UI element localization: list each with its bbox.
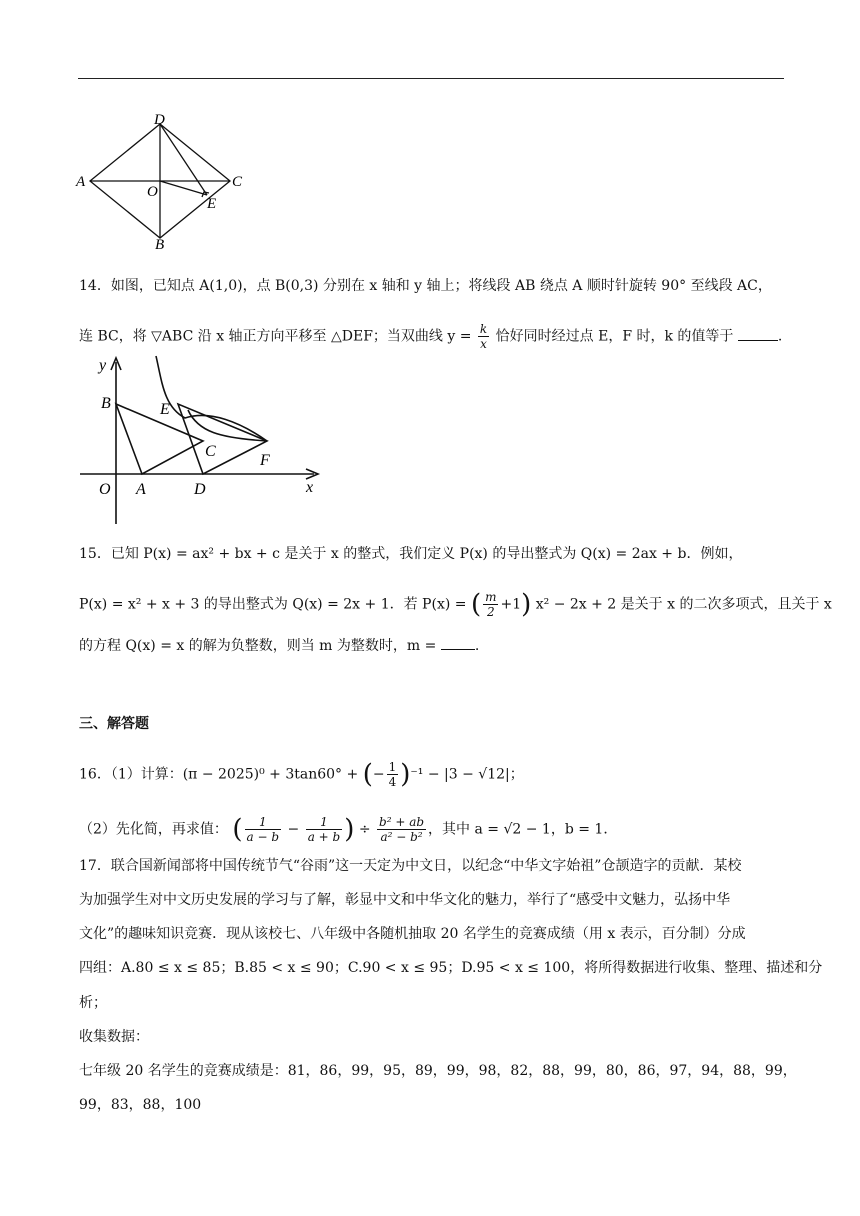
q15-line2: P(x) = x² + x + 3 的导出整式为 Q(x) = 2x + 1．若 P(x) = ( $\frac{m}{2}$ +1) x² − 2x + 2 是关于 x 的二次多项式，且关于 x: [79, 589, 832, 620]
label-B: B: [155, 237, 165, 252]
q17-line-3: 文化”的趣味知识竞赛．现从该校七、八年级中各随机抽取 20 名学生的竞赛成绩（用 x 表示，百分制）分成: [79, 926, 746, 942]
label-O: O: [147, 184, 158, 200]
q14-line2b: 恰好同时经过点 E，F 时，k 的值等于: [495, 328, 734, 345]
fraction-1-over-a-plus-b: $\frac{1}{a + b}$: [307, 815, 341, 844]
label-A14: A: [136, 481, 146, 498]
q16-part2: （2）先化简，再求值： ( $\frac{1}{a - b}$ − $\frac{1}{a + b}$ ) ÷ $\frac{\text{b² + ab}}{\text{a² − b²}}$ ，其中 a = √2 − 1，b = 1．: [79, 814, 618, 845]
rhombus-figure: [74, 110, 264, 252]
q15-line1: 15．已知 P(x) = ax² + bx + c 是关于 x 的整式，我们定义 P(x) 的导出整式为 Q(x) = 2ax + b．例如，: [79, 546, 743, 562]
k-over-x-fraction: $\frac{k}{x}$: [479, 322, 488, 351]
q14-line2: 连 BC，将 ▽ABC 沿 x 轴正方向平移至 △DEF；当双曲线 y = $\frac{k}{x}$ 恰好同时经过点 E，F 时，k 的值等于 .: [79, 322, 783, 351]
label-E14: E: [160, 401, 170, 418]
q14-line1: 14．如图，已知点 A(1,0)，点 B(0,3) 分别在 x 轴和 y 轴上；将线段 AB 绕点 A 顺时针旋转 90° 至线段 AC，: [79, 278, 772, 294]
answer-blank-15: [441, 649, 475, 650]
q17-line-1: 17．联合国新闻部将中国传统节气“谷雨”这一天定为中文日，以纪念“中华文字始祖”仓颉造字的贡献．某校: [79, 858, 742, 874]
q17-line-2: 为加强学生对中文历史发展的学习与了解，彰显中文和中华文化的魅力，举行了“感受中文魅力，弘扬中华: [79, 892, 731, 908]
answer-blank-14: [738, 340, 778, 341]
q17-line-6: 收集数据：: [79, 1029, 149, 1045]
q16-part1: 16．（1）计算：(π − 2025)⁰ + 3tan60° + (− $\frac{1}{4}$ )⁻¹ − |3 − √12|；: [79, 759, 524, 790]
label-E: E: [207, 196, 217, 212]
fraction-b2ab-over-a2b2: $\frac{\text{b² + ab}}{\text{a² − b²}}$: [379, 815, 425, 844]
label-D: D: [154, 112, 165, 128]
q14-line2a: 连 BC，将 ▽ABC 沿 x 轴正方向平移至 △DEF；当双曲线 y =: [79, 328, 472, 345]
label-F14: F: [260, 452, 270, 469]
label-x14: x: [306, 479, 314, 496]
section-heading: 三、解答题: [79, 716, 149, 732]
q17-line-7: 七年级 20 名学生的竞赛成绩是：81，86，99，95，89，99，98，82，88，99，80，86，97，94，88，99，: [79, 1063, 797, 1079]
one-quarter-fraction: $\frac{1}{4}$: [388, 760, 397, 789]
q17-line-4: 四组：A.80 ≤ x ≤ 85；B.85 < x ≤ 90；C.90 < x ≤ 95；D.95 < x ≤ 100，将所得数据进行收集、整理、描述和分: [79, 960, 823, 976]
fraction-1-over-a-minus-b: $\frac{1}{a - b}$: [246, 815, 280, 844]
label-C14: C: [205, 443, 216, 460]
q17-line-5: 析；: [79, 995, 107, 1011]
label-A: A: [76, 174, 86, 190]
label-B14: B: [101, 395, 111, 412]
q17-line-8: 99，83，88，100: [79, 1097, 202, 1113]
label-O14: O: [99, 481, 111, 498]
header-rule: [78, 78, 784, 79]
coordinate-figure: [80, 352, 330, 527]
m-over-2-fraction: $\frac{m}{2}$: [485, 590, 497, 619]
label-D14: D: [194, 481, 206, 498]
q15-line3: 的方程 Q(x) = x 的解为负整数，则当 m 为整数时，m = .: [79, 638, 480, 654]
label-y: y: [99, 357, 107, 374]
label-C: C: [232, 174, 243, 190]
